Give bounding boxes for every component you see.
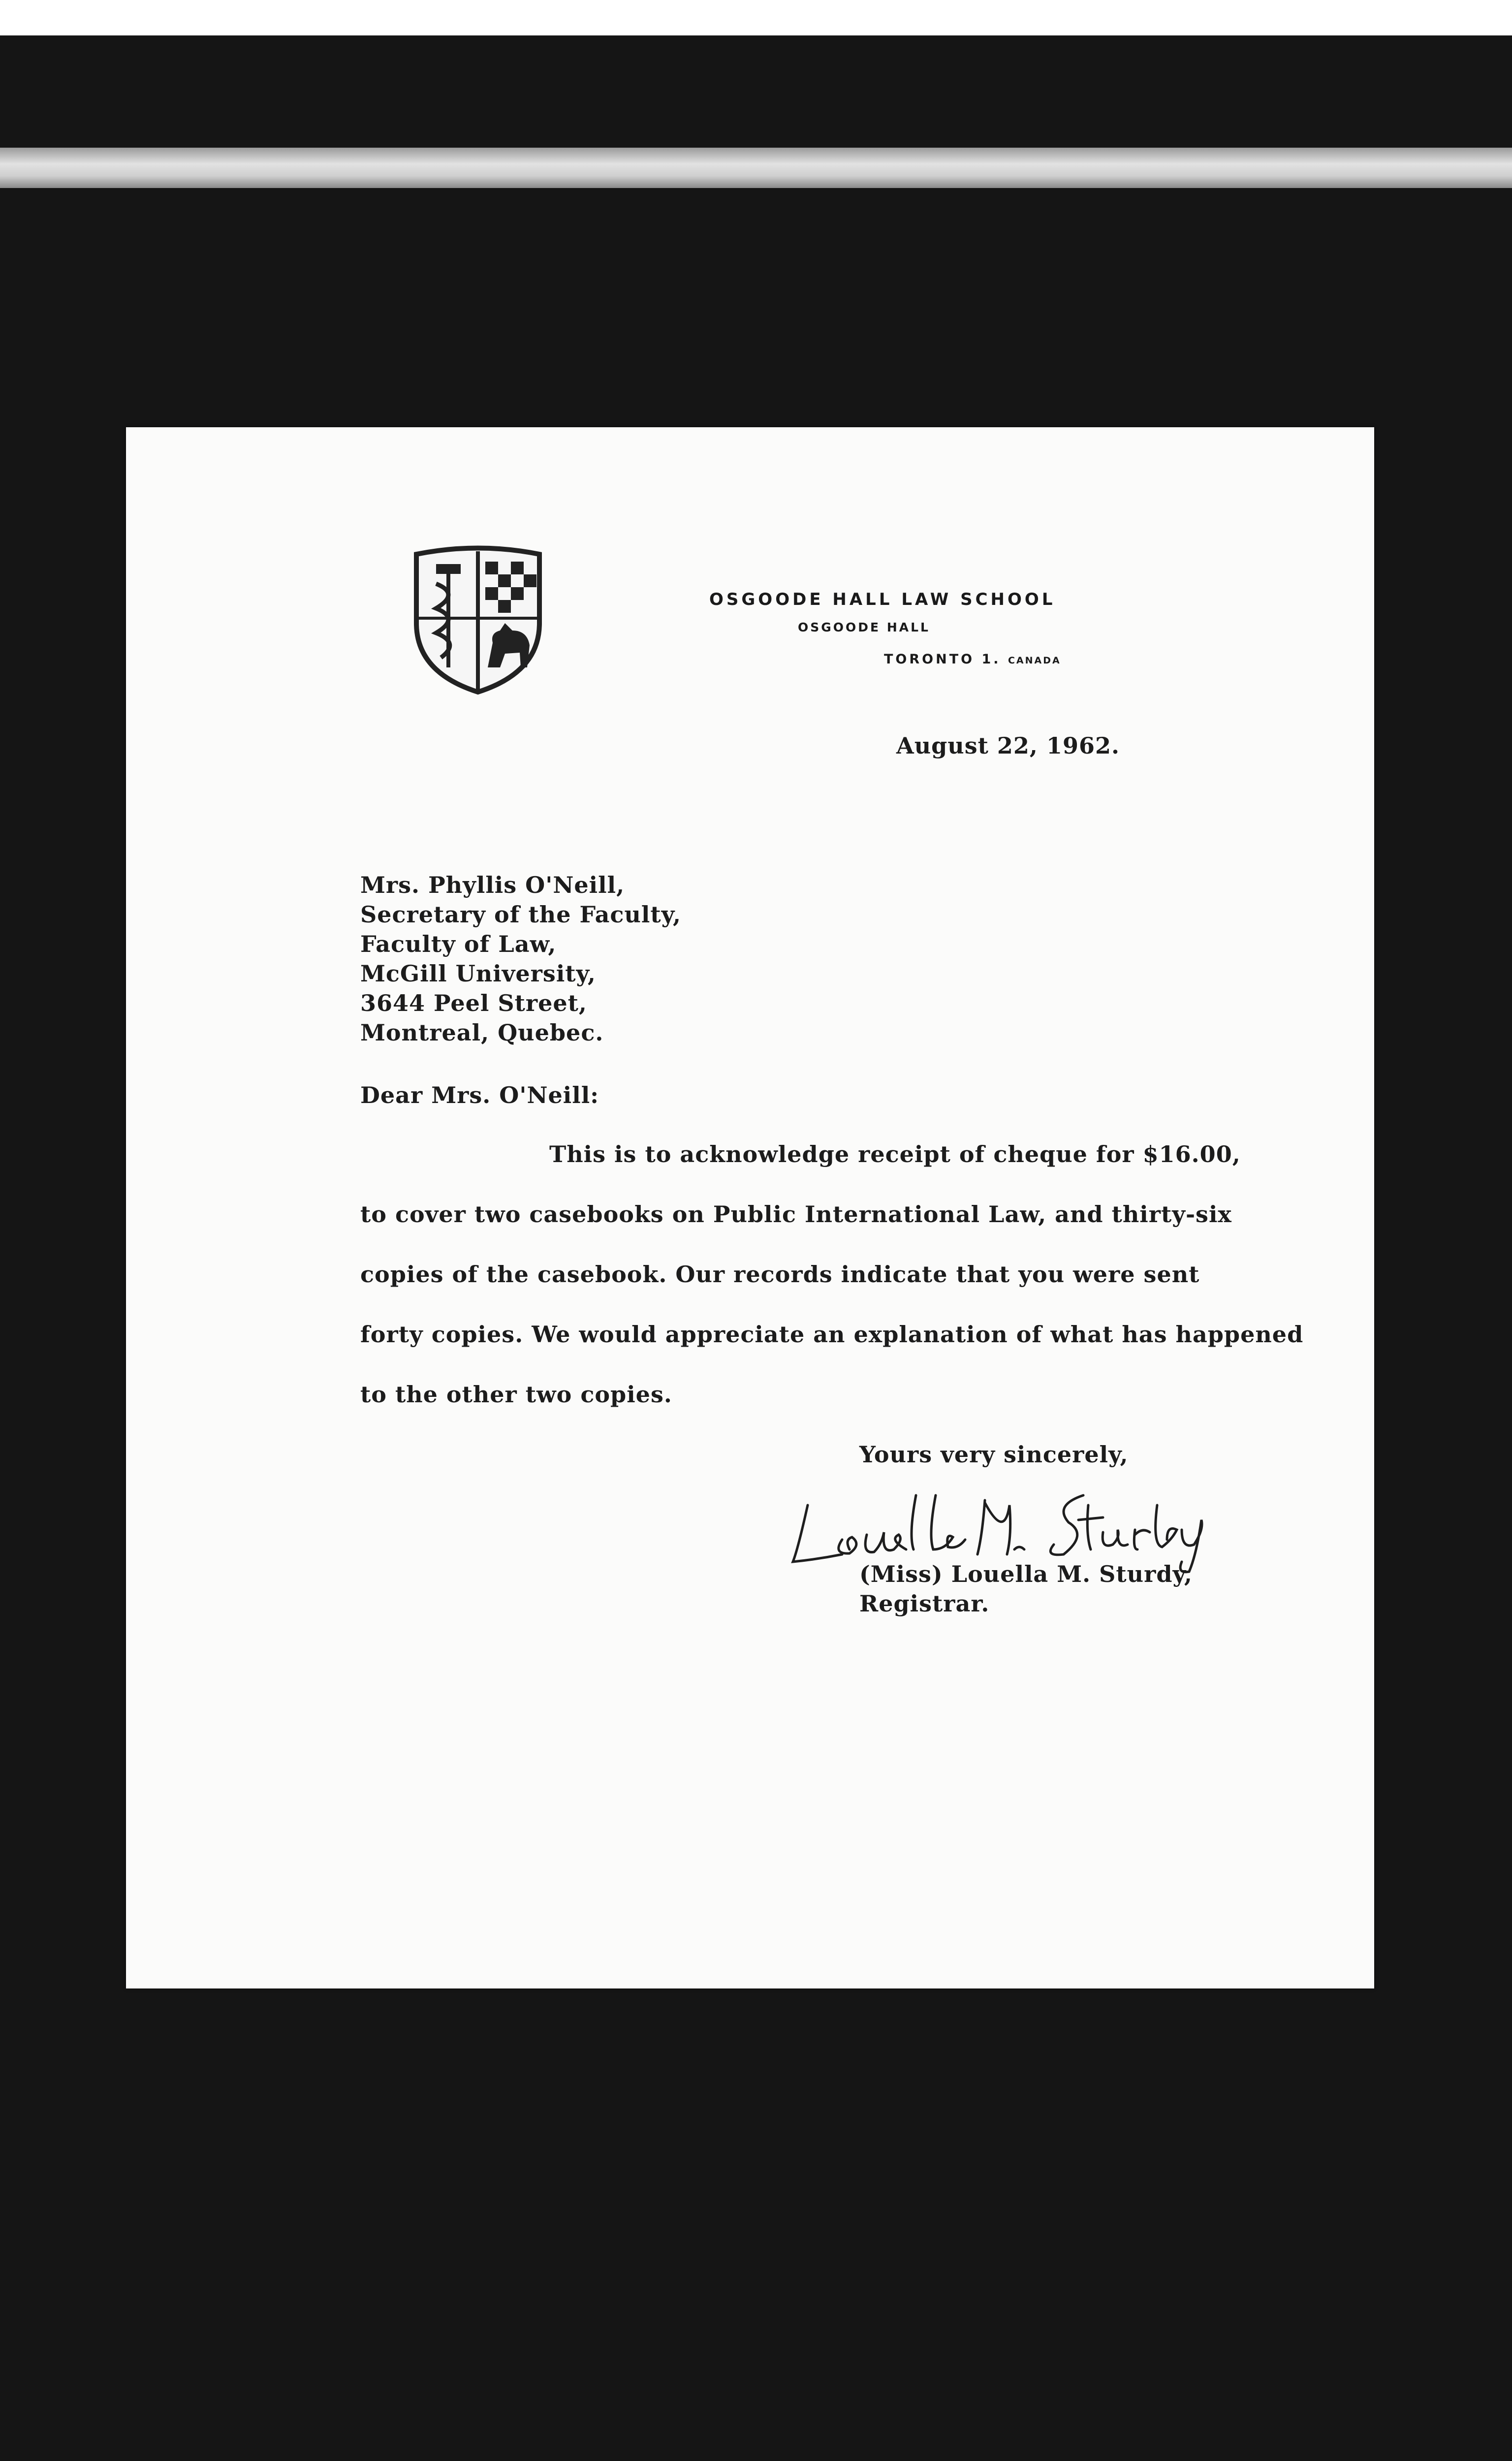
letter-sheet xyxy=(126,427,1374,1988)
coat-of-arms-icon xyxy=(407,544,549,697)
closing: Yours very sincerely, xyxy=(859,1441,1129,1468)
address-line: Mrs. Phyllis O'Neill, xyxy=(360,872,625,898)
body-line: to cover two casebooks on Public International Law, and thirty-six xyxy=(360,1201,1232,1228)
film-top-strip xyxy=(0,148,1512,188)
letterhead-school: OSGOODE HALL LAW SCHOOL xyxy=(709,590,1056,609)
address-line: Faculty of Law, xyxy=(360,931,557,957)
address-line: McGill University, xyxy=(360,960,596,987)
film-top-margin xyxy=(0,0,1512,35)
letterhead-country: CANADA xyxy=(1008,655,1061,666)
address-line: Montreal, Quebec. xyxy=(360,1019,604,1046)
address-line: Secretary of the Faculty, xyxy=(360,901,681,928)
letterhead-city-name: TORONTO 1. xyxy=(884,652,1001,667)
body-line: copies of the casebook. Our records indicate that you were sent xyxy=(360,1261,1200,1288)
signer-name: (Miss) Louella M. Sturdy, xyxy=(859,1561,1193,1587)
recipient-address xyxy=(360,870,681,1047)
letterhead-hall: OSGOODE HALL xyxy=(798,620,930,634)
address-line: 3644 Peel Street, xyxy=(360,990,587,1016)
letter-date: August 22, 1962. xyxy=(896,732,1120,759)
body-line: This is to acknowledge receipt of cheque for $16.00, xyxy=(549,1141,1241,1167)
signer-block xyxy=(859,1559,1193,1618)
signer-title: Registrar. xyxy=(859,1590,990,1617)
letterhead-city xyxy=(884,652,1061,667)
body-line: forty copies. We would appreciate an explanation of what has happened xyxy=(360,1321,1304,1348)
salutation: Dear Mrs. O'Neill: xyxy=(360,1082,599,1108)
body-line: to the other two copies. xyxy=(360,1381,672,1408)
